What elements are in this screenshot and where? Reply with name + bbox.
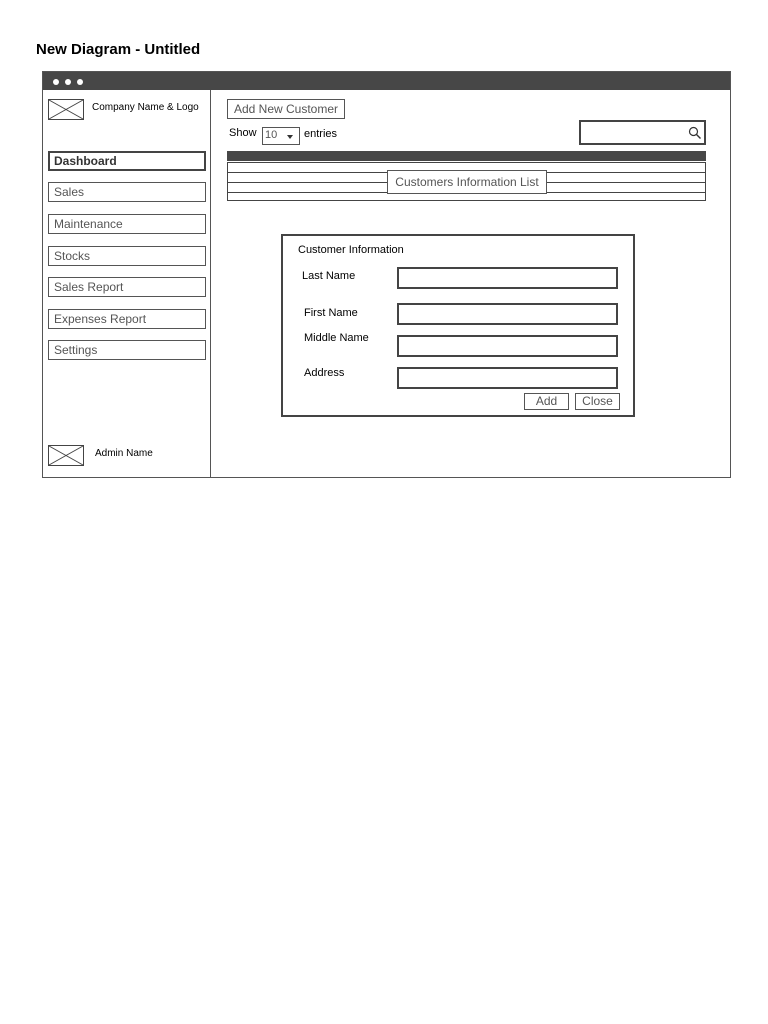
admin-avatar-placeholder-icon	[48, 445, 84, 466]
company-name-label: Company Name & Logo	[92, 102, 199, 113]
customer-information-dialog	[281, 234, 635, 417]
add-new-customer-button[interactable]: Add New Customer	[227, 99, 345, 119]
middle-name-label: Middle Name	[304, 332, 369, 344]
sidebar	[43, 90, 211, 477]
address-label: Address	[304, 367, 345, 379]
first-name-label: First Name	[304, 307, 358, 319]
entries-label: entries	[304, 128, 338, 140]
table-header	[227, 151, 706, 161]
middle-name-field[interactable]	[397, 335, 618, 357]
address-field[interactable]	[397, 367, 618, 389]
chevron-down-icon	[287, 135, 293, 139]
entries-select[interactable]	[262, 127, 300, 145]
show-label: Show	[229, 127, 257, 139]
add-button[interactable]: Add	[524, 393, 569, 410]
app-window	[42, 71, 731, 478]
search-input[interactable]	[579, 120, 706, 145]
sidebar-item-stocks[interactable]: Stocks	[48, 246, 206, 266]
window-dot-icon	[65, 79, 71, 85]
search-icon[interactable]	[688, 126, 702, 140]
sidebar-item-dashboard[interactable]: Dashboard	[48, 151, 206, 171]
page-title: New Diagram - Untitled	[36, 41, 201, 58]
company-logo-placeholder-icon	[48, 99, 84, 120]
sidebar-item-maintenance[interactable]: Maintenance	[48, 214, 206, 234]
last-name-field[interactable]	[397, 267, 618, 289]
admin-name-label: Admin Name	[95, 448, 153, 459]
sidebar-item-expenses-report[interactable]: Expenses Report	[48, 309, 206, 329]
window-dot-icon	[53, 79, 59, 85]
table-caption: Customers Information List	[387, 170, 547, 194]
sidebar-item-sales-report[interactable]: Sales Report	[48, 277, 206, 297]
last-name-label: Last Name	[302, 270, 356, 282]
sidebar-item-sales[interactable]: Sales	[48, 182, 206, 202]
sidebar-item-settings[interactable]: Settings	[48, 340, 206, 360]
entries-select-value: 10	[265, 129, 278, 141]
window-dot-icon	[77, 79, 83, 85]
dialog-title: Customer Information	[298, 244, 404, 256]
close-button[interactable]: Close	[575, 393, 620, 410]
window-titlebar	[43, 72, 730, 90]
first-name-field[interactable]	[397, 303, 618, 325]
